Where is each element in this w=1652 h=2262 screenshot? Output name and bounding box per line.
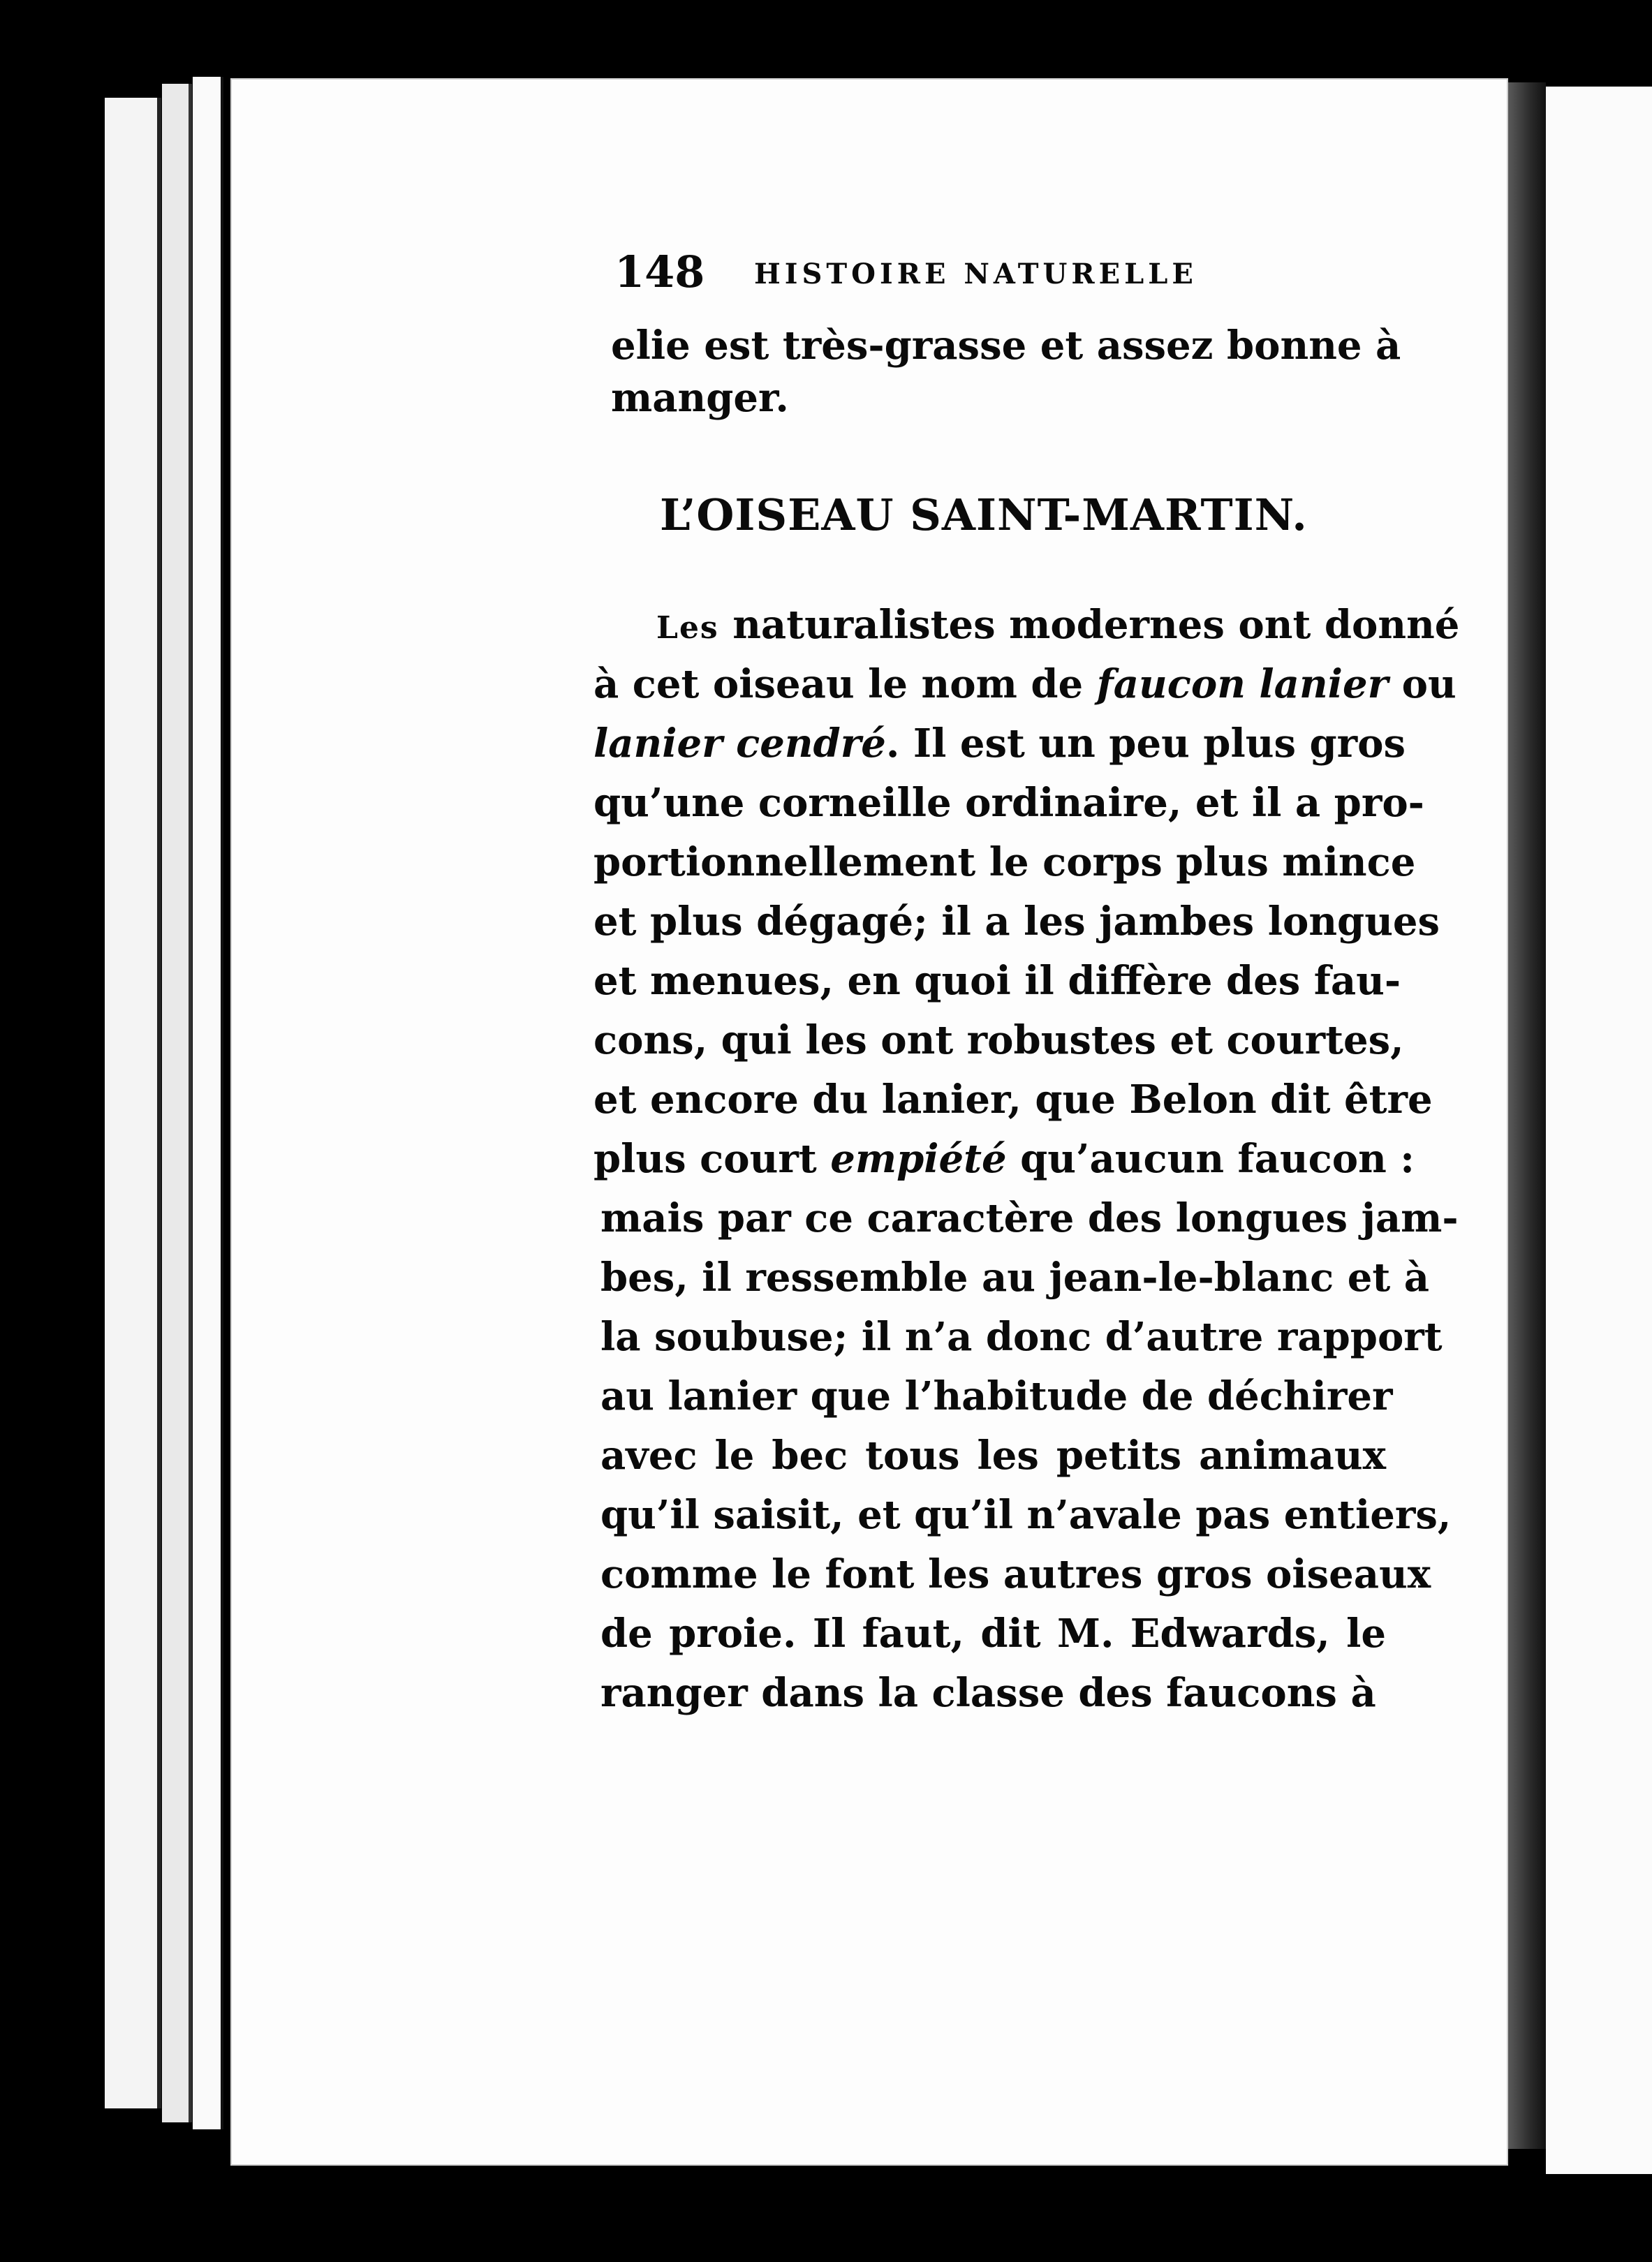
text-line-top-2: manger. xyxy=(611,375,789,421)
text-line-top-1: elie est très-grasse et assez bonne à xyxy=(611,323,1401,369)
running-head xyxy=(614,248,1389,297)
paragraph-line-6: et plus dégagé; il a les jambes longues xyxy=(593,899,1440,945)
book-edge-left-inner xyxy=(162,84,192,2122)
paragraph-line-2 xyxy=(593,660,1456,709)
paragraph-line-1 xyxy=(656,600,1460,653)
section-title: L’OISEAU SAINT-MARTIN. xyxy=(660,489,1308,540)
paragraph-line-2-text-a: à cet oiseau le nom de xyxy=(593,661,1097,707)
paragraph-line-12: bes, il ressemble au jean-le-blanc et à xyxy=(600,1255,1430,1301)
paragraph-line-9: et encore du lanier, que Belon dit être xyxy=(593,1077,1433,1123)
running-title: HISTOIRE NATURELLE xyxy=(754,258,1197,290)
paragraph-line-10-text-a: plus court xyxy=(593,1136,831,1182)
paragraph-line-3-text: . Il est un peu plus gros xyxy=(885,720,1406,767)
page-number: 148 xyxy=(614,246,705,297)
paragraph-line-11: mais par ce caractère des longues jam- xyxy=(600,1195,1459,1241)
paragraph-line-2-text-b: ou xyxy=(1388,661,1456,707)
paragraph-line-7: et menues, en quoi il diffère des fau- xyxy=(593,958,1401,1004)
paragraph-line-3-italic: lanier cendré xyxy=(593,720,886,767)
page-spine-shadow xyxy=(1508,82,1546,2149)
paragraph-line-1-text: naturalistes modernes ont donné xyxy=(718,602,1460,648)
paragraph-line-3 xyxy=(593,719,1406,768)
paragraph-line-16: qu’il saisit, et qu’il n’avale pas entiers, xyxy=(600,1492,1452,1538)
paragraph-line-10-text-b: qu’aucun faucon : xyxy=(1006,1136,1415,1182)
paragraph-line-4: qu’une corneille ordinaire, et il a pro- xyxy=(593,780,1424,826)
book-edge-left xyxy=(105,98,161,2108)
facing-page-edge xyxy=(1546,87,1652,2174)
paragraph-line-14: au lanier que l’habitude de déchirer xyxy=(600,1373,1393,1419)
paragraph-line-10 xyxy=(593,1134,1415,1183)
paragraph-line-15: avec le bec tous les petits animaux xyxy=(600,1433,1386,1479)
paragraph-line-19: ranger dans la classe des faucons à xyxy=(600,1670,1376,1716)
paragraph-line-18: de proie. Il faut, dit M. Edwards, le xyxy=(600,1611,1386,1657)
paragraph-line-5: portionnellement le corps plus mince xyxy=(593,839,1416,885)
paragraph-line-17: comme le font les autres gros oiseaux xyxy=(600,1551,1431,1597)
paragraph-line-2-italic: faucon lanier xyxy=(1096,661,1389,707)
paragraph-initial-word: Les xyxy=(656,610,719,646)
paragraph-line-13: la soubuse; il n’a donc d’autre rapport xyxy=(600,1314,1443,1360)
book-edge-left-innermost xyxy=(193,77,223,2129)
paragraph-line-10-italic: empiété xyxy=(830,1136,1007,1182)
paragraph-line-8: cons, qui les ont robustes et courtes, xyxy=(593,1017,1404,1063)
